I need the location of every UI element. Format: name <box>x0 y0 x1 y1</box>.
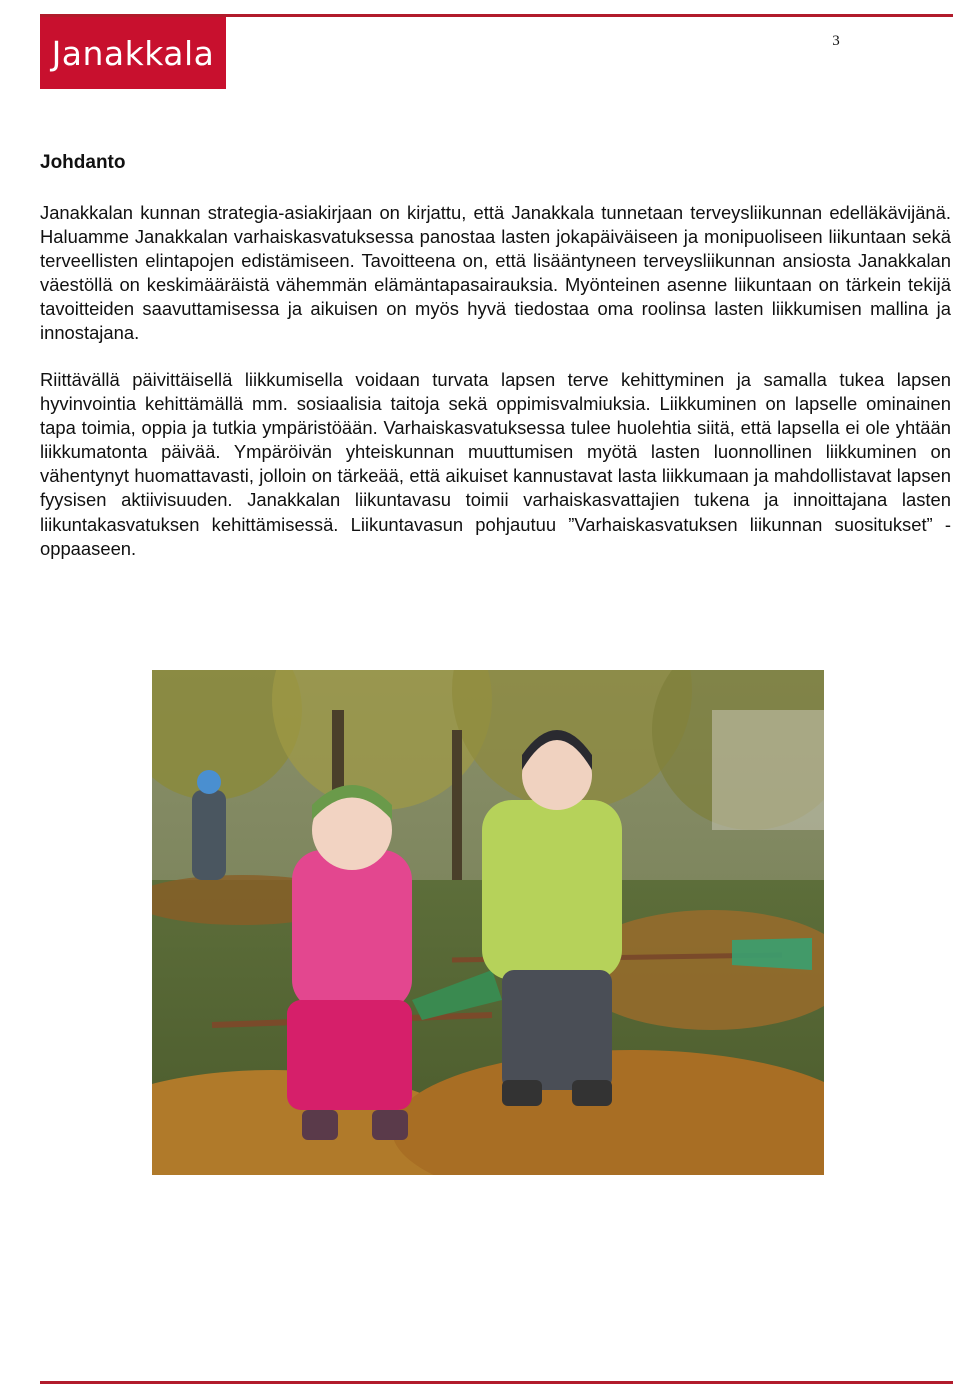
intro-paragraph-2: Riittävällä päivittäisellä liikkumisella voidaan turvata lapsen terve kehittyminen ja samalla tukea lapsen hyvinvointia kehittämällä mm. sosiaalisia taitoja sekä oppimisvalmiuksia. Liikkuminen on lapselle ominainen tapa toimia, oppia ja tutkia ympäristöään. Varhaiskasvatuksessa tulee huolehtia siitä, että lapsella ei ole yhtään liikkumatonta päivää. Ympäröivän yhteiskunnan muuttumisen myötä lasten luonnollinen liikkuminen on vähentynyt huomattavasti, jolloin on tärkeää, että aikuiset kannustavat lasta liikkumaan ja mahdollistavat lapsen fyysisen aktiivisuuden. Janakkalan liikuntavasu toimii varhaiskasvattajien tukena ja innoittajana lasten liikuntakasvatuksen kehittämisessä. Liikuntavasun pohjautuu ”Varhaiskasvatuksen liikunnan suositukset” -oppaaseen. <box>40 369 951 559</box>
logo-wordmark <box>48 28 218 78</box>
intro-paragraph-1: Janakkalan kunnan strategia-asiakirjaan on kirjattu, että Janakkala tunnetaan terveysliikunnan edelläkävijänä. Haluamme Janakkalan varhaiskasvatuksessa panostaa lasten jokapäiväiseen ja monipuoliseen liikuntaan sekä terveellisten elintapojen edistämiseen. Tavoitteena on, että lisääntyneen terveysliikunnan ansiosta Janakkalan väestöllä on keskimääräistä vähemmän elämäntapasairauksia. Myönteinen asenne liikuntaan on tärkein tekijä tavoitteiden saavuttamisessa ja aikuisen on myös hyvä tiedostaa oma roolinsa lasten liikkumisen mallina ja innostajana. <box>40 202 951 344</box>
children-raking-leaves-photo <box>152 670 824 1175</box>
footer-rule <box>40 1381 953 1384</box>
section-heading: Johdanto <box>40 152 126 173</box>
janakkala-logo <box>40 17 226 89</box>
logo-text: Janakkala <box>51 34 215 73</box>
page-number: 3 <box>832 33 840 49</box>
